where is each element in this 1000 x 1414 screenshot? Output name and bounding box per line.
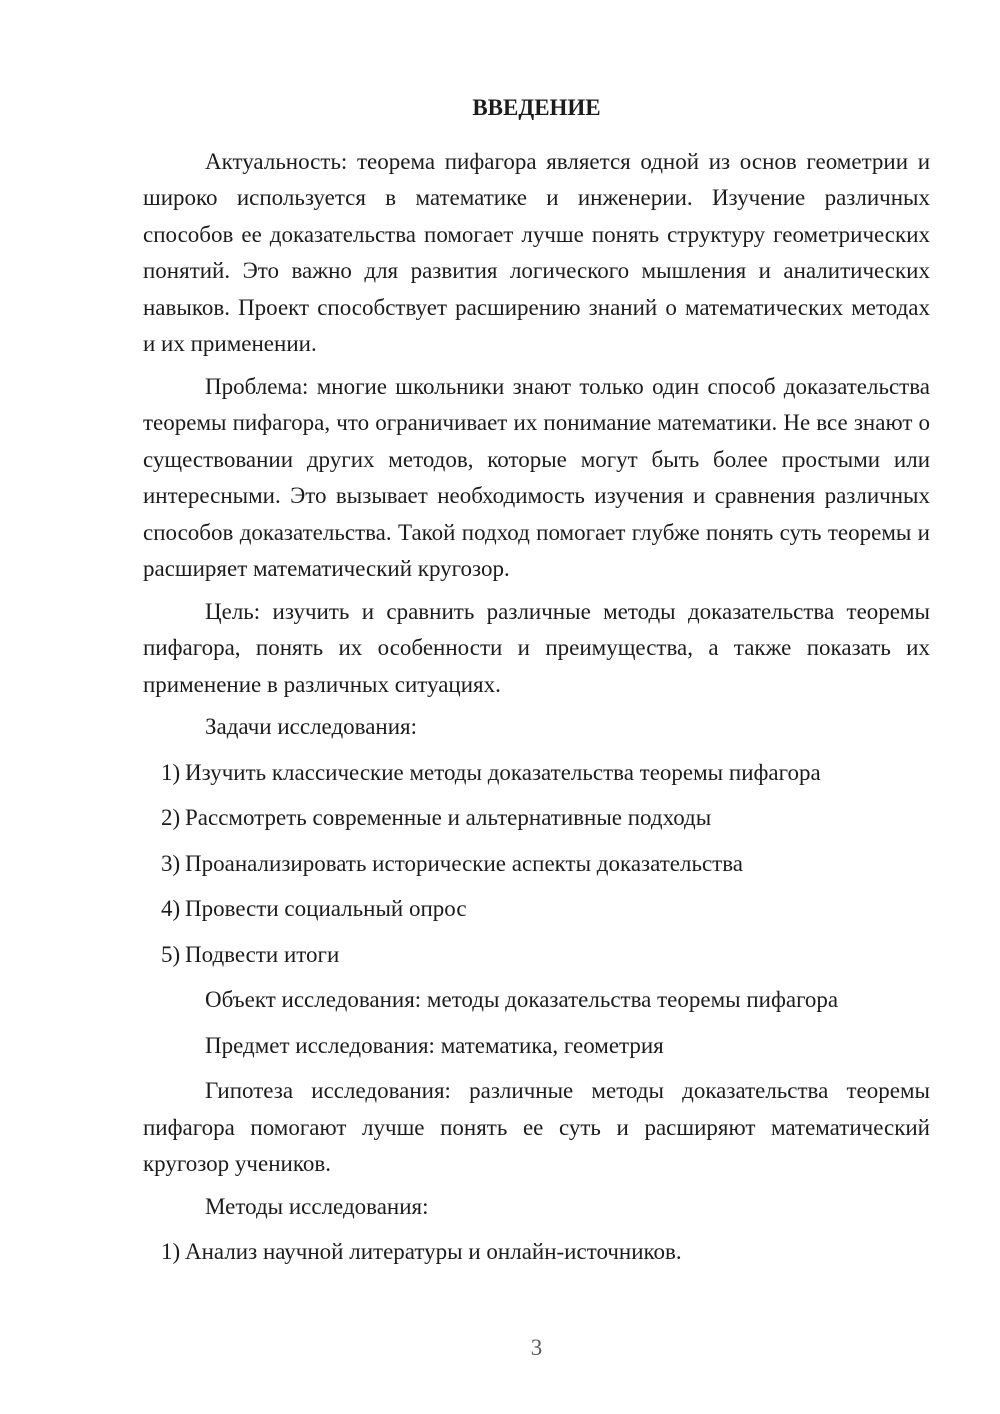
list-number: 1)	[161, 1239, 181, 1264]
paragraph-object: Объект исследования: методы доказательства теоремы пифагора	[205, 987, 839, 1012]
list-item-text: Проанализировать исторические аспекты доказательства	[185, 850, 743, 876]
page-number: 3	[530, 1335, 543, 1360]
paragraph-problem: Проблема: многие школьники знают только один способ доказательства теоремы пифагора, что ограничивает их понимание математики. Не все знают о существовании других методов, которые могут быть более простыми или интересными. Это вызывает необходимость изучения и сравнения различных способов доказательства. Такой подход помогает глубже понять суть теоремы и расширяет математический кругозор.	[143, 373, 930, 581]
list-number: 2)	[161, 805, 181, 830]
heading-tasks: Задачи исследования:	[205, 714, 418, 739]
list-item-text: Изучить классические методы доказательства теоремы пифагора	[185, 759, 821, 785]
task-list-item-5	[161, 937, 930, 974]
list-item-text: Подвести итоги	[185, 941, 340, 967]
list-number: 5)	[161, 941, 181, 967]
task-list-item-1	[161, 755, 930, 792]
paragraph-hypothesis: Гипотеза исследования: различные методы доказательства теоремы пифагора помогают лучше понять ее суть и расширяют математический кругозор учеников.	[143, 1078, 930, 1176]
paragraph-relevance: Актуальность: теорема пифагора является одной из основ геометрии и широко используется в математике и инженерии. Изучение различных способов ее доказательства помогает лучше понять структуру геометрических понятий. Это важно для развития логического мышления и аналитических навыков. Проект способствует расширению знаний о математических методах и их применении.	[143, 148, 930, 356]
heading-methods: Методы исследования:	[205, 1193, 429, 1219]
list-item-text: Анализ научной литературы и онлайн-источников.	[185, 1239, 682, 1264]
task-list-item-2	[161, 800, 930, 837]
task-list-item-4	[161, 891, 930, 928]
list-number: 4)	[161, 896, 181, 921]
paragraph-goal: Цель: изучить и сравнить различные методы доказательства теоремы пифагора, понять их особенности и преимущества, а также показать их применение в различных ситуациях.	[143, 598, 930, 697]
list-item-text: Рассмотреть современные и альтернативные подходы	[185, 805, 712, 830]
list-number: 3)	[161, 850, 181, 876]
list-item-text: Провести социальный опрос	[185, 896, 467, 921]
method-list-item-1	[161, 1234, 930, 1271]
paragraph-subject: Предмет исследования: математика, геометрия	[205, 1032, 664, 1058]
list-number: 1)	[161, 759, 181, 785]
page-title: ВВЕДЕНИЕ	[472, 95, 601, 120]
task-list-item-3	[161, 846, 930, 883]
